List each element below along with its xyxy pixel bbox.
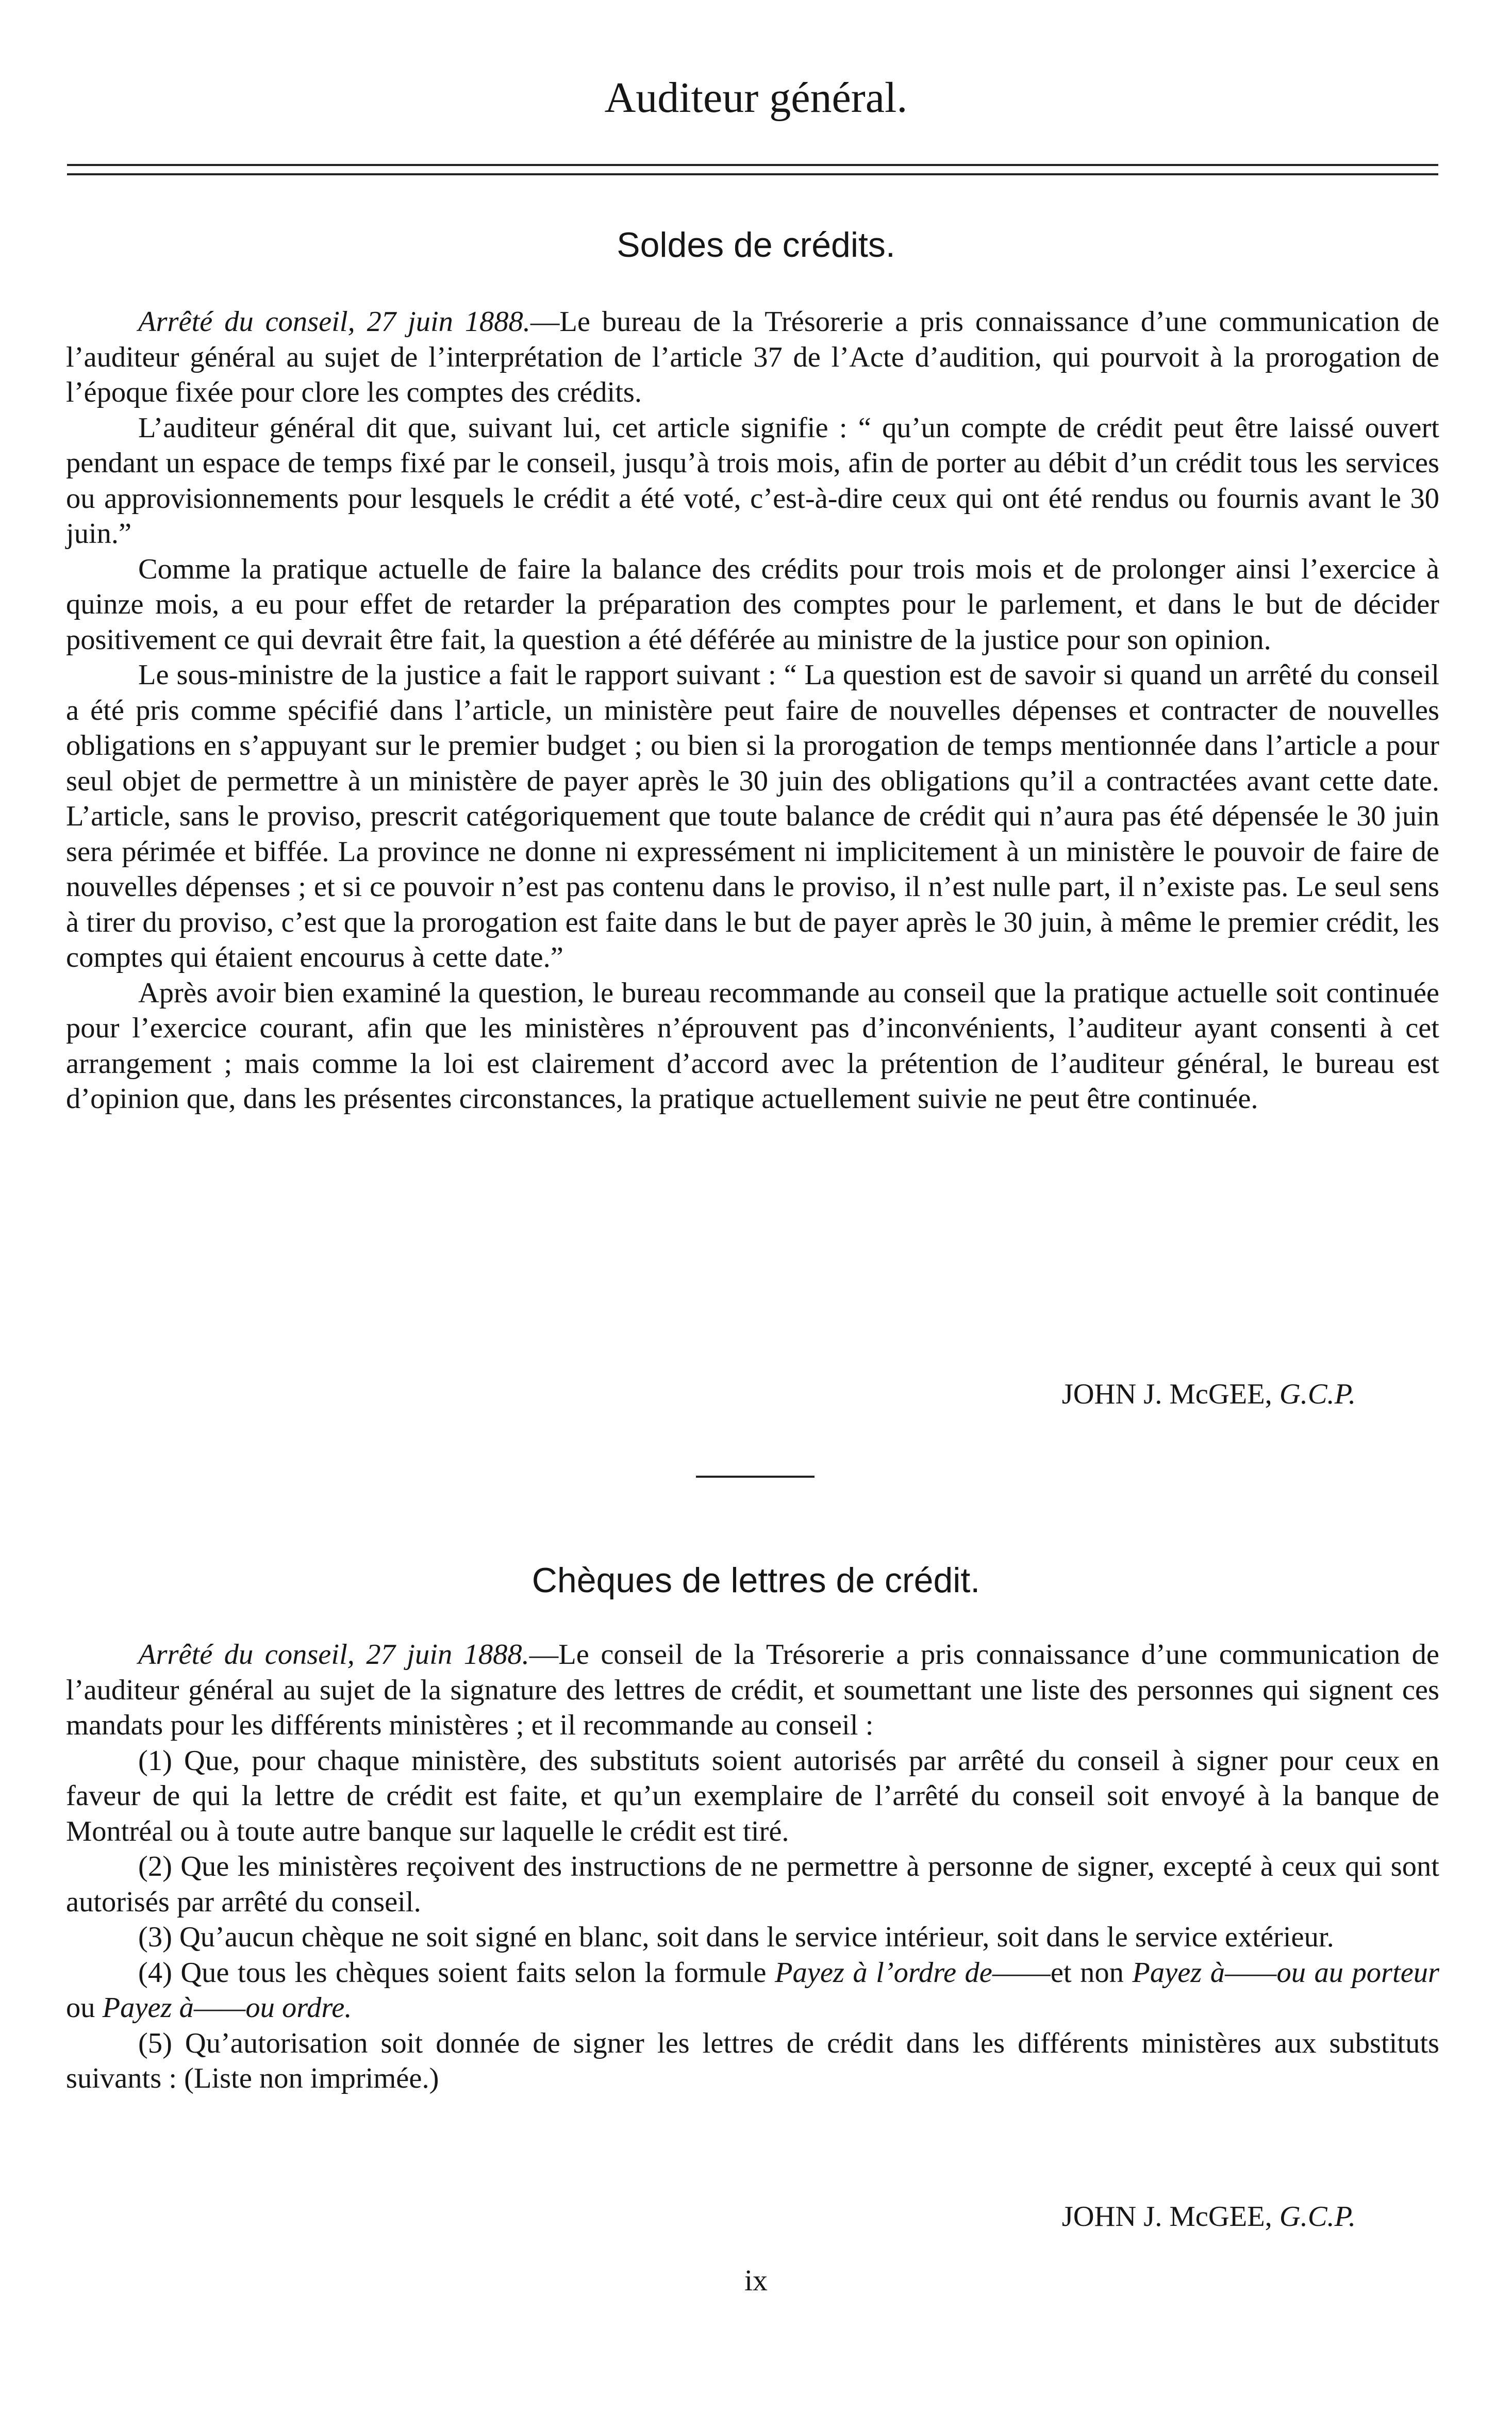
paragraph xyxy=(66,304,1439,410)
header-double-rule xyxy=(67,164,1438,175)
paragraph: Après avoir bien examiné la question, le bureau recommande au conseil que la pratique actuelle soit continuée pour l’exercice courant, afin que les ministères n’éprouvent pas d’inconvénients, l’auditeur ayant consenti à cet arrangement ; mais comme la loi est clairement d’accord avec la prétention de l’auditeur général, le bureau est d’opinion que, dans les présentes circonstances, la pratique actuellement suivie ne peut être continuée. xyxy=(66,977,1439,1115)
paragraph: Le sous-ministre de la justice a fait le rapport suivant : “ La question est de savoir si quand un arrêté du conseil a été pris comme spécifié dans l’article, un ministère peut faire de nouvelles dépenses et contracter de nouvelles obligations en s’appuyant sur le premier budget ; ou bien si la prorogation de temps mentionnée dans l’article a pour seul objet de permettre à un ministère de payer après le 30 juin des obligations qu’il a contractées avant cette date. L’article, sans le proviso, prescrit catégoriquement que toute balance de crédit qui n’aura pas été dépensée le 30 juin sera périmée et biffée. La province ne donne ni expressément ni implicitement à un ministère le pouvoir de faire de nouvelles dépenses ; et si ce pouvoir n’est pas contenu dans le proviso, il n’est nulle part, il n’existe pas. Le seul sens à tirer du proviso, c’est que la prorogation est faite dans le but de payer après le 30 juin, à même le premier crédit, les comptes qui étaient encourus à cette date.” xyxy=(66,659,1439,973)
page-number: ix xyxy=(744,2264,768,2297)
paragraph-text: —Le bureau de la Trésorerie a pris connaissance d’une communication de l’auditeur général au sujet de l’interprétation de l’article 37 de l’Acte d’audition, qui pourvoit à la prorogation de l’époque fixée pour clore les comptes des crédits. xyxy=(66,306,1440,408)
paragraph-lead: Arrêté du conseil, 27 juin 1888. xyxy=(138,1639,529,1671)
list-item: (2) Que les ministères reçoivent des instructions de ne permettre à personne de signer, excepté à ceux qui sont autorisés par arrêté du conseil. xyxy=(66,1851,1439,1918)
section-separator xyxy=(696,1476,815,1478)
section-body-cheques xyxy=(66,1637,1439,2096)
signature-name: JOHN J. McGEE, xyxy=(1061,2201,1272,2233)
list-item xyxy=(66,1955,1439,2026)
paragraph-lead: Arrêté du conseil, 27 juin 1888. xyxy=(138,306,530,338)
signature-title: G.C.P. xyxy=(1279,2201,1356,2233)
list-item-text: ——et non xyxy=(992,1956,1124,1989)
list-item: (5) Qu’autorisation soit donnée de signer les lettres de crédit dans les différents ministères aux substituts suivants : (Liste non imprimée.) xyxy=(66,2027,1439,2094)
list-item-text: (4) Que tous les chèques soient faits selon la formule xyxy=(138,1956,767,1989)
list-item: (1) Que, pour chaque ministère, des substituts soient autorisés par arrêté du conseil à signer pour ceux en faveur de qui la lettre de crédit est faite, et qu’un exemplaire de l’arrêté du conseil soit envoyé à la banque de Montréal ou à toute autre banque sur laquelle le crédit est tiré. xyxy=(66,1744,1439,1847)
list-item-text: ou xyxy=(66,1992,103,2024)
signature-name: JOHN J. McGEE, xyxy=(1061,1378,1272,1410)
page-header: Auditeur général. xyxy=(604,74,908,122)
signature-title: G.C.P. xyxy=(1279,1378,1356,1410)
signature-block xyxy=(0,1377,1356,1412)
paragraph: L’auditeur général dit que, suivant lui, cet article signifie : “ qu’un compte de crédit peut être laissé ouvert pendant un espace de temps fixé par le conseil, jusqu’à trois mois, afin de porter au débit d’un crédit tous les services ou approvisionnements pour lesquels le crédit a été voté, c’est-à-dire ceux qui ont été rendus ou fournis avant le 30 juin.” xyxy=(66,411,1439,550)
formula-text: Payez à l’ordre de xyxy=(775,1956,992,1989)
list-item: (3) Qu’aucun chèque ne soit signé en blanc, soit dans le service intérieur, soit dans le service extérieur. xyxy=(138,1921,1334,1953)
paragraph-text: —Le conseil de la Trésorerie a pris connaissance d’une communication de l’auditeur général au sujet de la signature des lettres de crédit, et soumettant une liste des personnes qui signent ces mandats pour les différents ministères ; et il recommande au conseil : xyxy=(66,1639,1439,1741)
paragraph xyxy=(66,1637,1439,1743)
section-heading-soldes: Soldes de crédits. xyxy=(617,225,895,265)
section-heading-cheques: Chèques de lettres de crédit. xyxy=(531,1561,981,1600)
paragraph: Comme la pratique actuelle de faire la balance des crédits pour trois mois et de prolonger ainsi l’exercice à quinze mois, a eu pour effet de retarder la préparation des comptes pour le parlement, et dans le but de décider positivement ce qui devrait être fait, la question a été déférée au ministre de la justice pour son opinion. xyxy=(66,553,1439,656)
signature-block xyxy=(0,2199,1356,2234)
section-body-soldes xyxy=(66,304,1439,1117)
formula-text: Payez à——ou ordre. xyxy=(102,1992,352,2024)
formula-text: Payez à——ou au porteur xyxy=(1132,1956,1440,1989)
